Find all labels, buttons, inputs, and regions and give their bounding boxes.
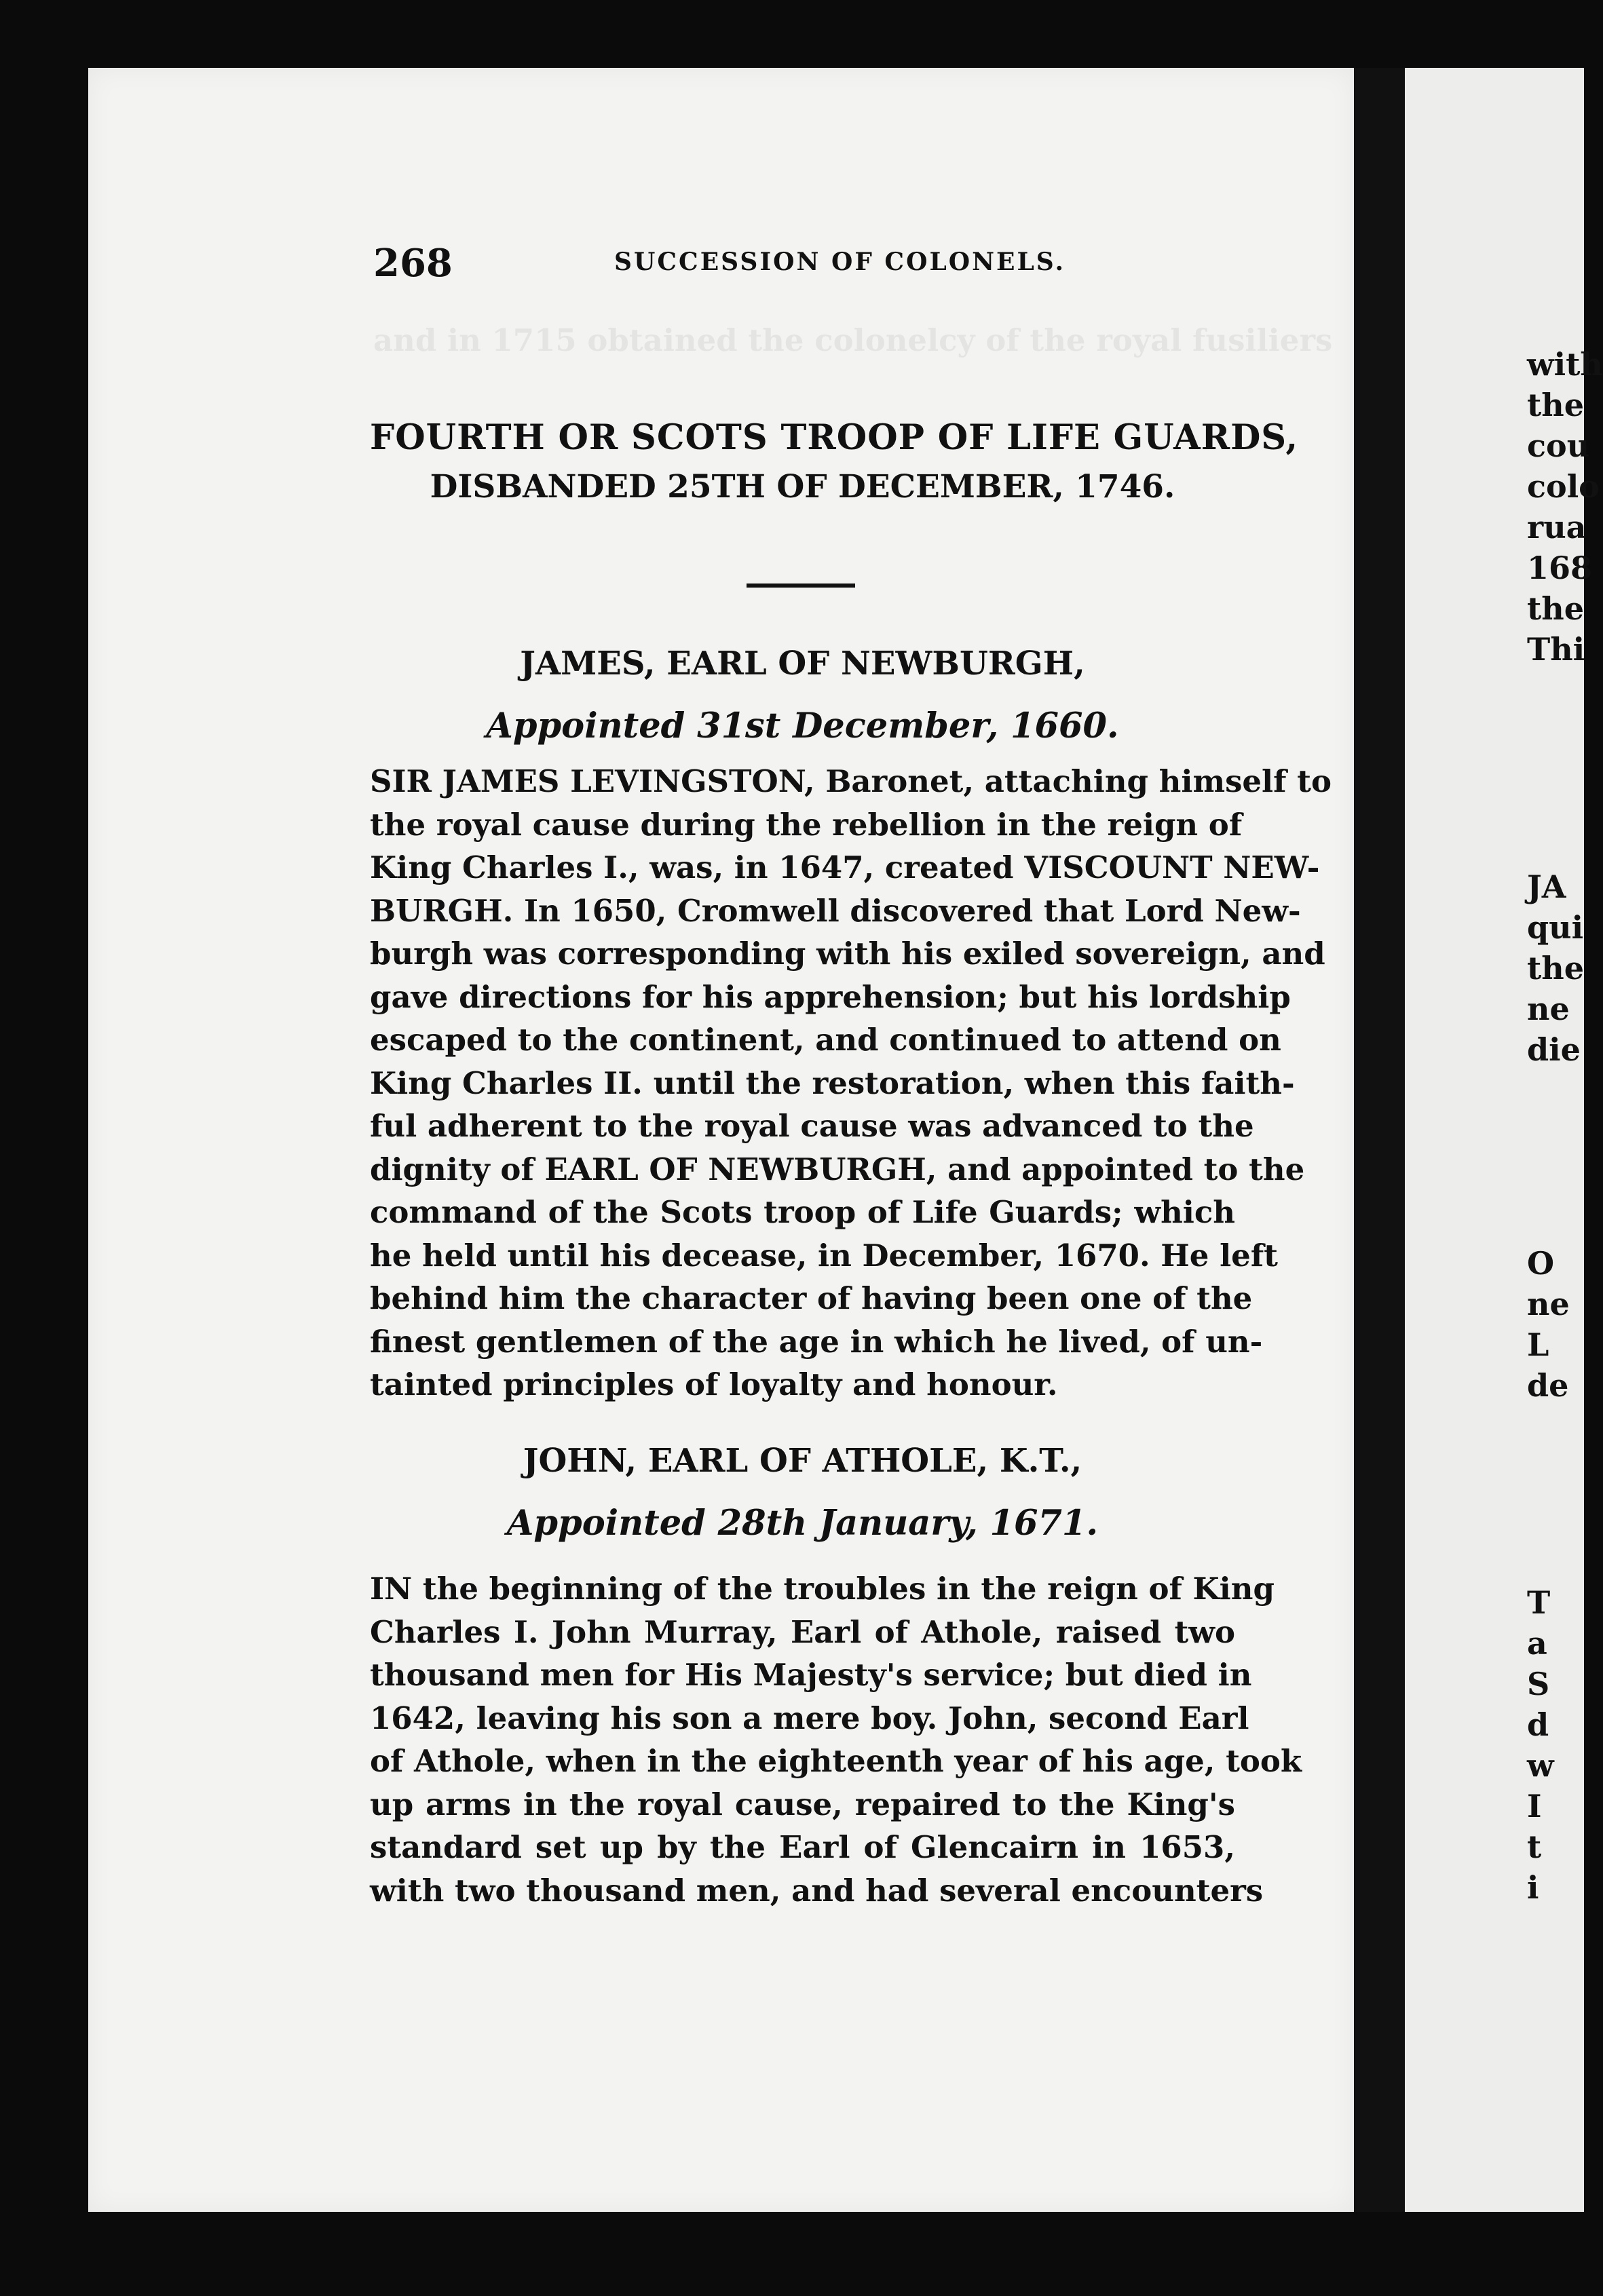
facing-page-fragment: 168 (1527, 550, 1593, 586)
paragraph-line: standard set up by the Earl of Glencairn in 1653, (370, 1829, 1235, 1865)
page-header (373, 241, 1262, 286)
entry-paragraph (370, 760, 1332, 1407)
running-head: SUCCESSION OF COLONELS. (614, 248, 1066, 276)
entry-appointed: Appointed 31st December, 1660. (486, 706, 1119, 746)
paragraph-line: the royal cause during the rebellion in the reign of (370, 806, 1243, 843)
paragraph-line: escaped to the continent, and continued to attend on (370, 1022, 1281, 1058)
section-title: FOURTH OR SCOTS TROOP OF LIFE GUARDS, (370, 417, 1299, 458)
facing-page-fragment: cou (1527, 427, 1590, 464)
paragraph-line: King Charles II. until the restoration, when this faith- (370, 1065, 1295, 1101)
facing-page-fragment: L (1527, 1326, 1549, 1363)
page-gutter (1354, 68, 1405, 2212)
facing-page-fragment: t (1527, 1829, 1542, 1865)
facing-page-fragment: with (1527, 346, 1603, 383)
paragraph-line: dignity of EARL OF NEWBURGH, and appointed to the (370, 1151, 1305, 1187)
entry-heading: JAMES, EARL OF NEWBURGH, (520, 645, 1085, 683)
bleed-through-text: and in 1715 obtained the colonelcy of the royal fusiliers (373, 322, 1333, 358)
facing-page-fragment: the (1527, 950, 1584, 987)
paragraph-line: Charles I. John Murray, Earl of Athole, raised two (370, 1613, 1235, 1650)
entry-paragraph (370, 1567, 1302, 1912)
paragraph-line: IN the beginning of the troubles in the reign of King (370, 1571, 1275, 1607)
paragraph-line: King Charles I., was, in 1647, created VISCOUNT NEW- (370, 849, 1320, 885)
paragraph-line: thousand men for His Majesty's service; but died in (370, 1657, 1252, 1693)
paragraph-line: command of the Scots troop of Life Guards; which (370, 1194, 1235, 1230)
facing-page-fragment: I (1527, 1788, 1542, 1824)
facing-page-fragment: w (1527, 1747, 1554, 1784)
paragraph-line: burgh was corresponding with his exiled sovereign, and (370, 936, 1325, 972)
facing-page-fragment: colo (1527, 468, 1600, 505)
facing-page-fragment: S (1527, 1666, 1550, 1702)
paragraph-line: with two thousand men, and had several encounters (370, 1872, 1264, 1909)
facing-page-fragment: Thi (1527, 631, 1585, 668)
page-number: 268 (373, 241, 453, 286)
facing-page-fragment: the (1527, 590, 1584, 627)
facing-page-fragment: die (1527, 1031, 1581, 1068)
facing-page-fragment: ne (1527, 991, 1570, 1027)
paragraph-line: 1642, leaving his son a mere boy. John, second Earl (370, 1700, 1249, 1736)
facing-page-fragment: de (1527, 1367, 1569, 1404)
facing-page-fragment: rua (1527, 509, 1587, 546)
paragraph-line: finest gentlemen of the age in which he lived, of un- (370, 1323, 1263, 1360)
paragraph-line: ful adherent to the royal cause was advanced to the (370, 1108, 1254, 1144)
section-divider (747, 583, 855, 588)
facing-page-fragment: the (1527, 387, 1584, 423)
entry-heading: JOHN, EARL OF ATHOLE, K.T., (523, 1442, 1082, 1480)
facing-page-fragment: d (1527, 1706, 1549, 1743)
facing-page-fragment: i (1527, 1869, 1539, 1906)
facing-page-fragment: JA (1527, 868, 1566, 905)
facing-page (1405, 68, 1603, 2212)
facing-page-fragment: ne (1527, 1286, 1570, 1322)
paragraph-line: gave directions for his apprehension; but his lordship (370, 978, 1291, 1015)
paragraph-line: tainted principles of loyalty and honour. (370, 1366, 1058, 1402)
paragraph-line: behind him the character of having been one of the (370, 1280, 1253, 1316)
facing-page-fragment: T (1527, 1584, 1551, 1621)
paragraph-line: BURGH. In 1650, Cromwell discovered that Lord New- (370, 892, 1301, 929)
entry-appointed: Appointed 28th January, 1671. (506, 1503, 1099, 1544)
paragraph-line: he held until his decease, in December, 1670. He left (370, 1237, 1278, 1274)
paragraph-line: up arms in the royal cause, repaired to the King's (370, 1786, 1235, 1822)
facing-page-fragment: a (1527, 1625, 1547, 1662)
facing-page-fragment: O (1527, 1245, 1555, 1282)
facing-page-fragment: qui (1527, 909, 1584, 946)
section-subtitle: DISBANDED 25TH OF DECEMBER, 1746. (430, 468, 1175, 505)
paragraph-line: SIR JAMES LEVINGSTON, Baronet, attaching himself to (370, 763, 1332, 799)
paragraph-line: of Athole, when in the eighteenth year of his age, took (370, 1743, 1302, 1779)
